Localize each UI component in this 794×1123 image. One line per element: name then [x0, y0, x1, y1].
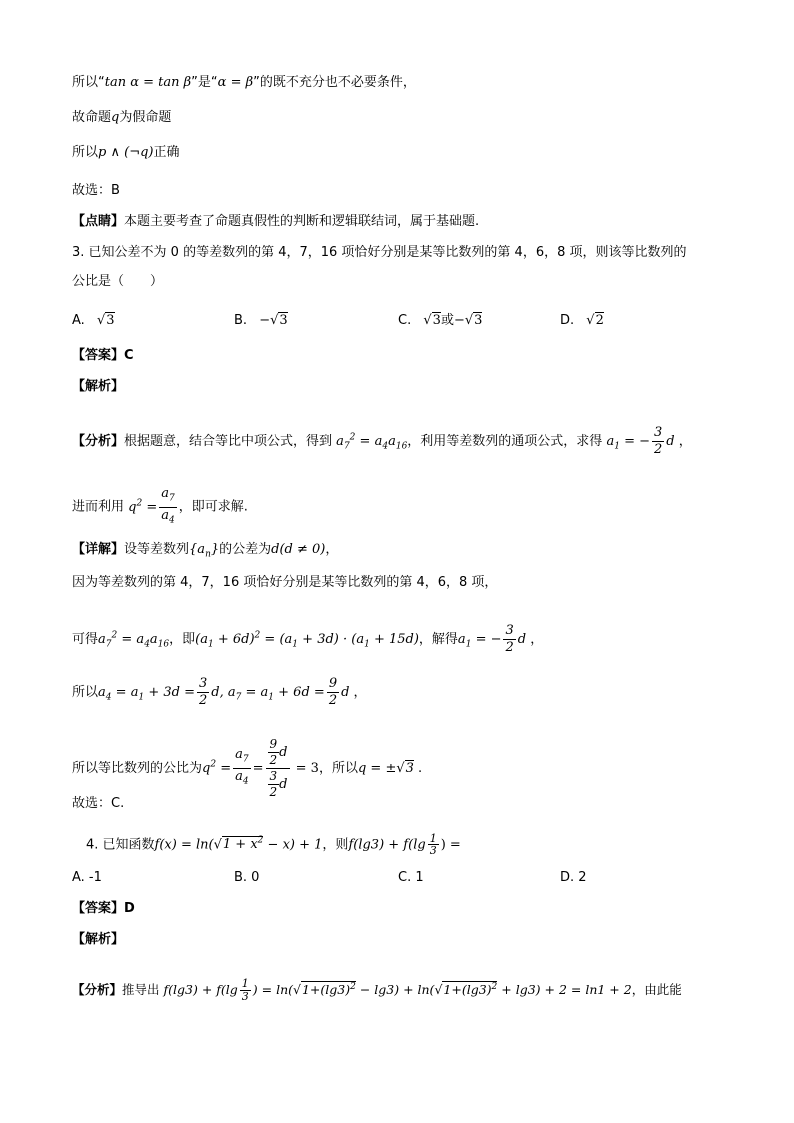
math: f(lg3) + f(lg — [348, 837, 426, 853]
text: ，利用等差数列的通项公式，求得 — [407, 434, 603, 449]
math: 2 — [595, 313, 604, 328]
detail-line: 可得$a_7^2 = a_4a_{16}$，即$(a_1 + 6d)^2 = (a_1 + 3d) \cdot (a_1 + 15d)$，解得$a_1$ = − $\frac{3}{2}$ d ， — [72, 623, 544, 655]
option-label: D. — [560, 313, 575, 328]
math: $a_1$ = − — [606, 434, 651, 452]
text: 或 — [440, 313, 454, 328]
fraction: $\frac{3}{2}$ — [505, 623, 514, 655]
option-c — [398, 311, 482, 331]
math: −√3 — [453, 313, 483, 328]
detail-line: 【详解】设等差数列$\{a_n\}$的公差为d(d ≠ 0)， — [72, 542, 339, 560]
question-stem: 公比是（ ） — [72, 274, 164, 289]
text-line: 故选：B — [72, 183, 120, 198]
detail-line: 所以$a_4 = a_1 + 3d$ = $\frac{3}{2}$ d, $a_7 = a_1 + 6d$ = $\frac{9}{2}$ d ， — [72, 676, 367, 708]
text: 4. 已知函数 — [86, 837, 155, 853]
analysis-line: 【分析】根据题意，结合等比中项公式，得到 $a_7^2 = a_4a_{16}$，利用等差数列的通项公式，求得 $a_1$ = − $\frac{3}{2}$ d ， — [72, 425, 692, 457]
option-label: A. — [72, 313, 85, 328]
answer-label: 【答案】C — [72, 348, 134, 363]
option-d — [560, 311, 604, 331]
text: 可得 — [72, 632, 99, 647]
question-stem: 3. 已知公差不为 0 的等差数列的第 4，7，16 项恰好分别是某等比数列的第 4，6，8 项，则该等比数列的 — [72, 245, 687, 260]
text: 根据题意，结合等比中项公式，得到 — [124, 434, 333, 449]
text-line — [72, 108, 171, 128]
math: f(lg3) + f(lg — [163, 982, 238, 998]
analysis-line — [72, 486, 248, 528]
option-a: A. -1 — [72, 870, 102, 885]
text: 所以 — [72, 145, 99, 160]
text: ，即 — [169, 632, 196, 647]
math: 3 — [106, 313, 115, 328]
fraction: $\frac{3}{2}$ — [654, 425, 663, 457]
text: 的公差为 — [219, 542, 272, 557]
option-label: C. — [398, 313, 412, 328]
math: $q^2$ = — [128, 498, 158, 515]
option-label: B. — [234, 313, 248, 328]
math: √3 — [423, 313, 441, 328]
math: $q^2$ = — [202, 759, 232, 776]
text: 故命题 — [72, 110, 112, 125]
math: 3 — [432, 313, 441, 328]
text: ，由此能 — [631, 982, 682, 998]
choose-line: 故选：C. — [72, 796, 125, 811]
text: ，解得 — [418, 632, 458, 647]
section-tag: 【详解】 — [72, 542, 125, 557]
math: $a_4 = a_1 + 3d$ = — [98, 685, 195, 703]
text: 所以“ — [72, 75, 105, 90]
math: $f(x) = \ln(√1 + x^2 - x) + 1$ — [154, 836, 323, 853]
question-stem — [86, 831, 461, 856]
math: p ∧ (¬q) — [98, 145, 154, 160]
analysis-heading: 【解析】 — [72, 379, 125, 394]
option-c: C. 1 — [398, 870, 424, 885]
answer-label: 【答案】D — [72, 901, 135, 916]
text-line — [72, 73, 416, 93]
text: 推导出 — [122, 982, 160, 998]
math: d — [517, 632, 527, 647]
text: ”的既不充分也不必要条件， — [253, 75, 416, 90]
math: $\{a_n\}$ — [189, 542, 220, 560]
text: ，即可求解. — [178, 499, 248, 515]
option-d: D. 2 — [560, 870, 587, 885]
option-b: B. 0 — [234, 870, 260, 885]
option-a — [72, 311, 115, 331]
text: 本题主要考查了命题真假性的判断和逻辑联结词，属于基础题. — [124, 214, 480, 229]
math: −√3 — [259, 313, 288, 328]
math: tan α = tan β — [104, 75, 192, 90]
fraction: $\frac{9}{2}$ — [328, 676, 338, 708]
text: ，则 — [322, 837, 349, 853]
text: 所以 — [72, 685, 99, 700]
fraction: $\frac{a_7}{a_4}$ — [161, 486, 175, 526]
text: 所以等比数列的公比为 — [72, 761, 203, 776]
text: 为假命题 — [119, 110, 172, 125]
math: $a_1$ = − — [457, 632, 502, 650]
section-tag: 【分析】 — [72, 434, 125, 449]
detail-line: 因为等差数列的第 4，7，16 项恰好分别是某等比数列的第 4，6，8 项， — [72, 575, 498, 590]
math: $a_7^2 = a_4a_{16}$ — [98, 630, 170, 650]
math: $(a_1 + 6d)^2 = (a_1 + 3d) \cdot (a_1 + 15d)$ — [195, 630, 419, 650]
text: ”是“ — [191, 75, 218, 90]
analysis-line — [72, 977, 682, 1003]
text: ，所以 — [318, 761, 358, 776]
math: 3 — [279, 313, 288, 328]
fraction: $\frac{3}{2}$ — [198, 676, 208, 708]
text-line — [72, 212, 479, 232]
text: 正确 — [153, 145, 180, 160]
fraction: $\frac{1}{3}$ — [429, 832, 437, 858]
math: √3 — [96, 313, 115, 328]
text-line — [72, 143, 180, 163]
math: $a_7^2 = a_4a_{16}$ — [336, 432, 408, 452]
option-b — [234, 311, 288, 331]
math: q — [111, 110, 120, 125]
math: d — [341, 685, 350, 700]
fraction: $\frac{a_7}{a_4}$ — [235, 747, 249, 787]
section-tag: 【分析】 — [72, 982, 123, 998]
section-tag: 【点睛】 — [72, 214, 125, 229]
text: 设等差数列 — [124, 542, 190, 557]
math: d, $a_7 = a_1 + 6d$ = — [211, 685, 325, 703]
math: 3 — [474, 313, 483, 328]
fraction: $\frac{\frac{9}{2}d}{\frac{3}{2}d}$ — [266, 737, 290, 800]
math: ) = — [440, 837, 461, 853]
detail-line: 所以等比数列的公比为$q^2$ = $\frac{a_7}{a_4}$ = $\frac{\frac{9}{2}d}{\frac{3}{2}d}$ = 3，所以q = ±√3 . — [72, 737, 423, 799]
math: d(d ≠ 0) — [271, 542, 326, 557]
analysis-heading: 【解析】 — [72, 932, 125, 947]
math: d — [666, 434, 675, 449]
math: √2 — [586, 313, 604, 328]
math: α = β — [217, 75, 254, 90]
fraction: $\frac{1}{3}$ — [241, 977, 249, 1004]
math: ) = $\ln(√1+(\lg 3)^2 - \lg 3) + \ln(√1+(\lg 3)^2 + \lg 3) + 2 = \ln 1 + 2$ — [252, 982, 632, 998]
text: 进而利用 — [72, 499, 125, 515]
math: q = ±√3 — [357, 761, 414, 776]
